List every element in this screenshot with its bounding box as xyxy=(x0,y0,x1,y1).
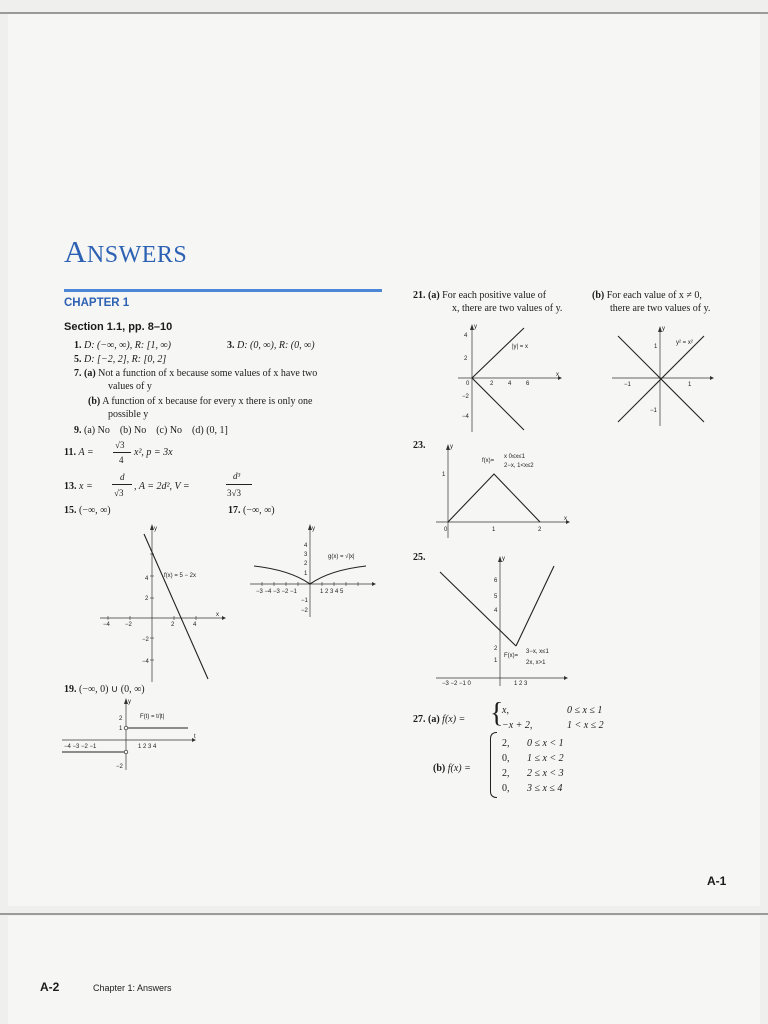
graph-25-l2: 2x, x>1 xyxy=(526,660,546,666)
next-page-running-head: Chapter 1: Answers xyxy=(93,983,172,993)
answer-11-frac-bar xyxy=(113,452,131,453)
answer-13-frac2-num: d³ xyxy=(233,471,241,481)
answer-27b: (b) f(x) = xyxy=(433,763,471,774)
title-rule xyxy=(64,289,382,292)
svg-text:0: 0 xyxy=(444,527,448,533)
answer-5: 5. D: [−2, 2], R: [0, 2] xyxy=(74,354,167,365)
svg-text:−4: −4 xyxy=(103,622,110,628)
answer-27b-row1-cond: 0 ≤ x < 1 xyxy=(527,738,564,749)
answer-27a-row1-cond: 0 ≤ x ≤ 1 xyxy=(567,705,603,716)
svg-text:−4: −4 xyxy=(142,659,149,665)
svg-text:1: 1 xyxy=(442,472,446,478)
svg-text:1 2 3 4 5: 1 2 3 4 5 xyxy=(320,589,344,595)
graph-21a-label: |y| = x xyxy=(512,344,528,350)
chapter-heading: CHAPTER 1 xyxy=(64,297,130,309)
graph-23-l2: 2−x, 1<x≤2 xyxy=(504,463,534,469)
svg-text:−2: −2 xyxy=(462,394,469,400)
page-edge-divider xyxy=(0,913,768,915)
graph-15 xyxy=(100,522,228,682)
answer-11: 11. A = xyxy=(64,447,94,458)
answer-21b: (b) For each value of x ≠ 0, xyxy=(592,290,702,301)
svg-text:y: y xyxy=(128,699,131,705)
answer-15: 15. (−∞, ∞) xyxy=(64,505,111,516)
svg-text:1: 1 xyxy=(688,382,692,388)
answer-13-frac-bar xyxy=(112,484,132,485)
answer-27b-row3-cond: 2 ≤ x < 3 xyxy=(527,768,564,779)
answer-7b-cont: possible y xyxy=(108,409,149,420)
graph-23-l1: x 0≤x≤1 xyxy=(504,454,525,460)
graph-15-label: f(x) = 5 − 2x xyxy=(164,573,197,579)
svg-text:2: 2 xyxy=(145,596,149,602)
graph-25 xyxy=(436,554,576,688)
answer-3: 3. D: (0, ∞), R: (0, ∞) xyxy=(227,340,315,351)
answer-7a: 7. (a) Not a function of x because some values of x have two xyxy=(74,368,318,379)
svg-text:2: 2 xyxy=(171,622,175,628)
svg-text:−2: −2 xyxy=(142,637,149,643)
svg-text:t: t xyxy=(194,734,196,740)
answer-27b-row1-expr: 2, xyxy=(502,738,510,749)
svg-text:−2: −2 xyxy=(125,622,132,628)
svg-text:x: x xyxy=(556,372,559,378)
answer-21a-cont: x, there are two values of y. xyxy=(452,303,563,314)
svg-text:4: 4 xyxy=(508,381,512,387)
svg-text:y: y xyxy=(502,556,505,562)
graph-23-lhs: f(x)= xyxy=(482,458,495,464)
svg-text:x: x xyxy=(216,612,219,618)
answer-13-frac2-bar xyxy=(226,484,252,485)
graph-25-l1: 3−x, x≤1 xyxy=(526,649,549,655)
graph-19-label: F(t) = t/|t| xyxy=(140,714,165,720)
answer-13: 13. x = xyxy=(64,481,93,492)
svg-text:4: 4 xyxy=(464,333,468,339)
next-page xyxy=(8,916,760,1024)
answer-27b-row2-cond: 1 ≤ x < 2 xyxy=(527,753,564,764)
svg-text:1: 1 xyxy=(654,344,658,350)
answer-27a-row1-expr: x, xyxy=(502,705,509,716)
svg-text:−3 −4 −3 −2 −1: −3 −4 −3 −2 −1 xyxy=(256,589,297,595)
next-page-number: A-2 xyxy=(40,980,60,994)
svg-text:−1: −1 xyxy=(624,382,631,388)
graph-23 xyxy=(436,442,576,540)
svg-text:1: 1 xyxy=(304,571,308,577)
svg-text:2: 2 xyxy=(538,527,542,533)
svg-text:x: x xyxy=(564,516,567,522)
svg-text:5: 5 xyxy=(494,594,498,600)
page-number: A-1 xyxy=(707,874,727,888)
page-title: ANSWERS xyxy=(64,234,188,269)
answer-7b: (b) A function of x because for every x there is only one xyxy=(88,396,313,407)
answer-23: 23. xyxy=(413,440,426,451)
svg-text:1 2 3 4: 1 2 3 4 xyxy=(138,744,157,750)
graph-21a xyxy=(450,322,570,434)
answer-21b-cont: there are two values of y. xyxy=(610,303,711,314)
svg-text:−1: −1 xyxy=(301,598,308,604)
answer-19: 19. (−∞, 0) ∪ (0, ∞) xyxy=(64,684,145,695)
svg-text:−2: −2 xyxy=(301,608,308,614)
graph-21b-label: y² = x² xyxy=(676,340,693,346)
answer-27a-row2-cond: 1 < x ≤ 2 xyxy=(567,720,604,731)
svg-text:4: 4 xyxy=(304,543,308,549)
answer-13-frac2-den: 3√3 xyxy=(227,488,241,498)
svg-text:3: 3 xyxy=(304,552,308,558)
svg-text:1: 1 xyxy=(119,726,123,732)
svg-text:4: 4 xyxy=(494,608,498,614)
answer-7a-cont: values of y xyxy=(108,381,152,392)
svg-text:1: 1 xyxy=(494,658,498,664)
answer-1: 1. D: (−∞, ∞), R: [1, ∞) xyxy=(74,340,172,351)
section-heading: Section 1.1, pp. 8–10 xyxy=(64,321,173,333)
graph-17-label: g(x) = √|x| xyxy=(328,554,355,560)
answer-13-frac-num: d xyxy=(120,472,125,482)
svg-text:6: 6 xyxy=(526,381,530,387)
svg-text:y: y xyxy=(450,444,453,450)
svg-text:−4: −4 xyxy=(462,414,469,420)
svg-text:y: y xyxy=(662,326,665,332)
graph-19 xyxy=(62,698,202,772)
svg-text:y: y xyxy=(474,324,477,330)
answer-9: 9. (a) No (b) No (c) No (d) (0, 1] xyxy=(74,425,228,436)
svg-text:−4 −3 −2 −1: −4 −3 −2 −1 xyxy=(64,744,97,750)
svg-text:4: 4 xyxy=(193,622,197,628)
answer-17: 17. (−∞, ∞) xyxy=(228,505,275,516)
answer-27a: 27. (a) f(x) = xyxy=(413,714,466,725)
answer-27b-brace xyxy=(490,732,497,798)
svg-text:2: 2 xyxy=(464,356,468,362)
svg-text:2: 2 xyxy=(494,646,498,652)
svg-text:4: 4 xyxy=(145,576,149,582)
answer-21a: 21. (a) For each positive value of xyxy=(413,290,547,301)
answer-27a-row2-expr: −x + 2, xyxy=(502,720,533,731)
answer-11-frac-den: 4 xyxy=(119,455,124,465)
svg-text:y: y xyxy=(154,526,157,532)
svg-text:2: 2 xyxy=(119,716,123,722)
answer-27b-row4-cond: 3 ≤ x ≤ 4 xyxy=(527,783,563,794)
svg-text:2: 2 xyxy=(304,561,308,567)
svg-text:y: y xyxy=(312,526,315,532)
svg-text:2: 2 xyxy=(490,381,494,387)
answer-13-mid: , A = 2d², V = xyxy=(134,481,190,492)
svg-text:1: 1 xyxy=(492,527,496,533)
graph-17 xyxy=(250,522,380,622)
svg-text:−1: −1 xyxy=(650,408,657,414)
answer-25: 25. xyxy=(413,552,426,563)
answer-13-frac-den: √3 xyxy=(114,488,124,498)
svg-text:1 2 3: 1 2 3 xyxy=(514,681,528,687)
svg-text:−3 −2 −1 0: −3 −2 −1 0 xyxy=(442,681,471,687)
svg-text:6: 6 xyxy=(494,578,498,584)
answer-11-frac-num: √3 xyxy=(115,440,125,450)
svg-text:−2: −2 xyxy=(116,764,123,770)
graph-25-lhs: F(x)= xyxy=(504,653,519,659)
answer-27a-brace: { xyxy=(490,698,504,729)
answer-27b-row4-expr: 0, xyxy=(502,783,510,794)
answer-11-rest: x², p = 3x xyxy=(134,447,173,458)
answer-27b-row3-expr: 2, xyxy=(502,768,510,779)
answer-27b-row2-expr: 0, xyxy=(502,753,510,764)
graph-21b xyxy=(612,326,722,430)
svg-text:0: 0 xyxy=(466,381,470,387)
